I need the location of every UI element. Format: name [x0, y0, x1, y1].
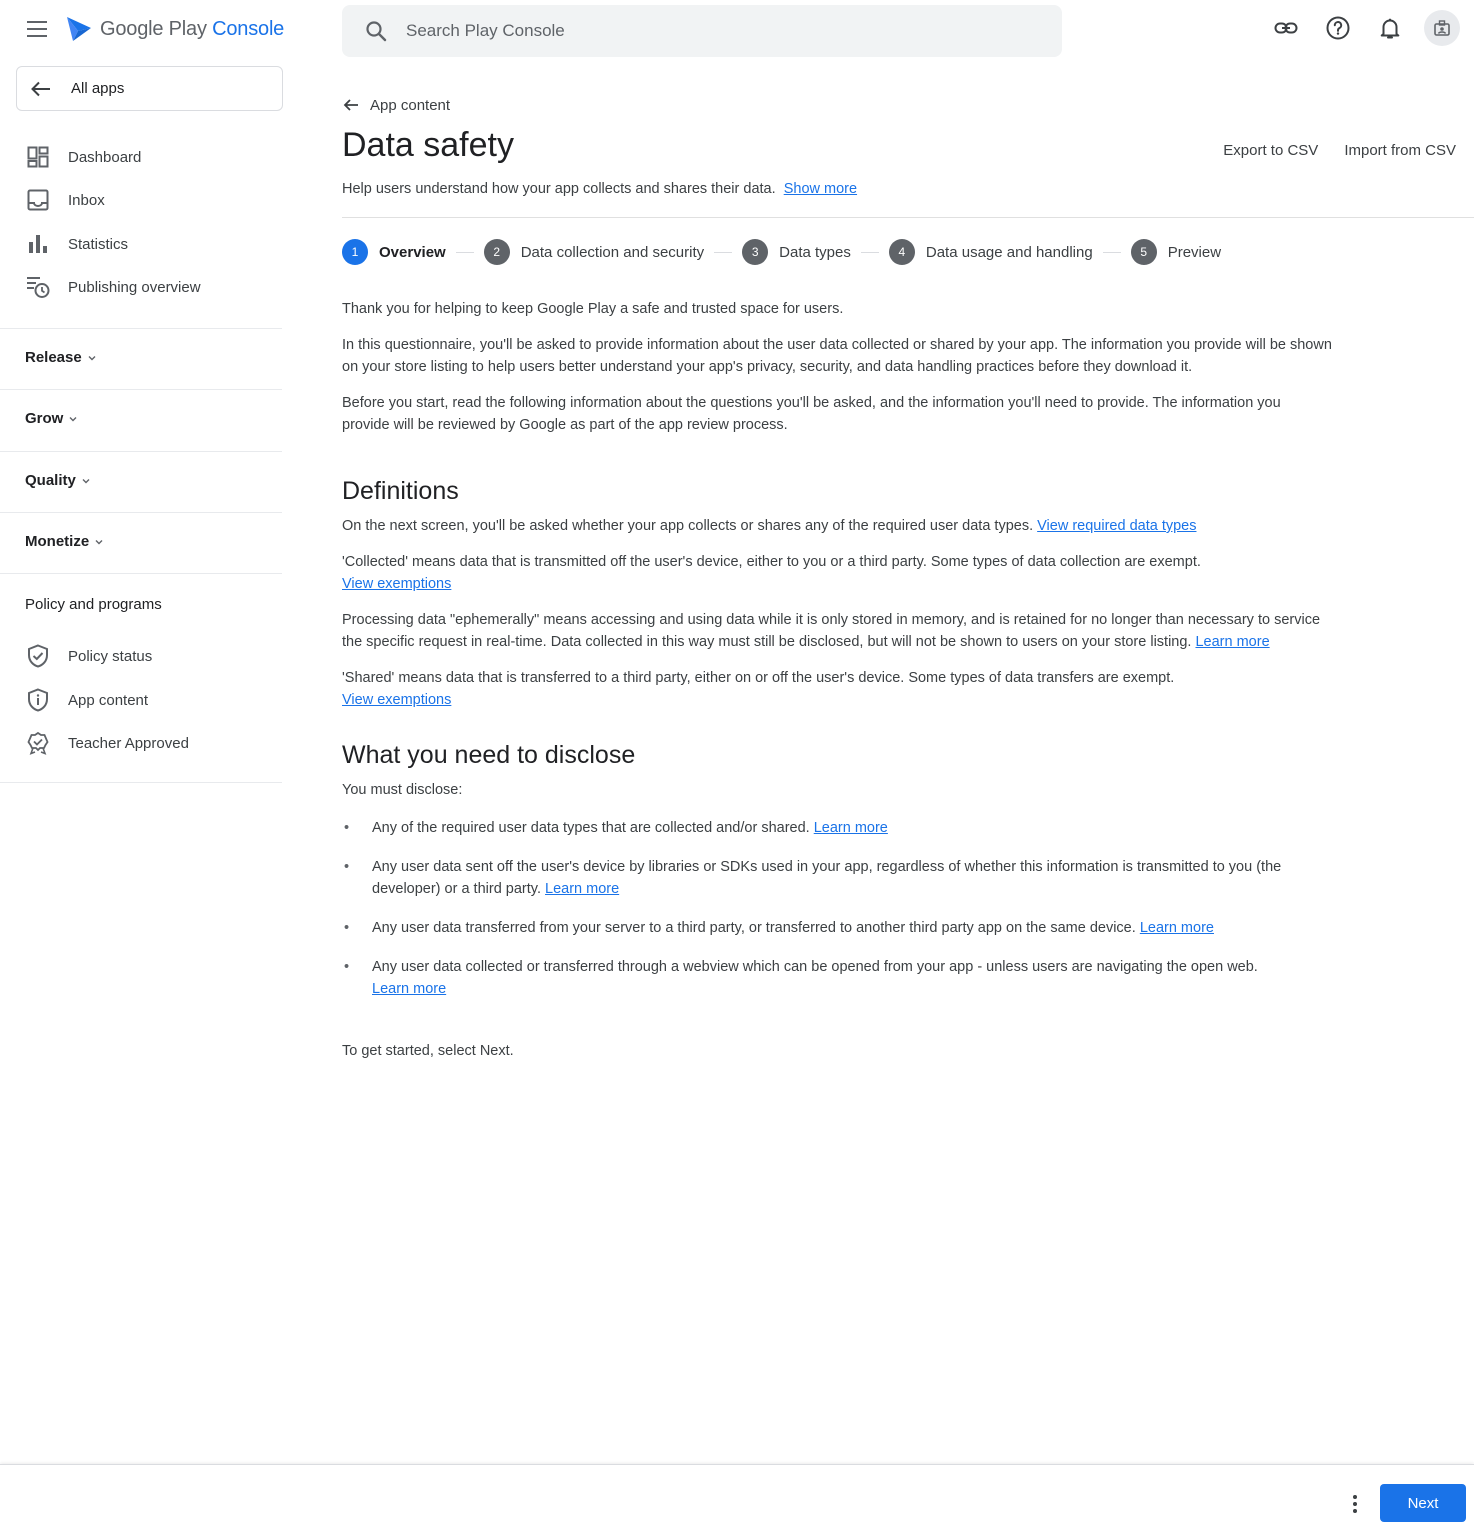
shield-check-icon — [26, 644, 50, 668]
sidebar-item-label: Policy status — [68, 647, 153, 665]
step-data-usage-and-handling[interactable] — [889, 239, 1093, 265]
learn-more-link[interactable]: Learn more — [1139, 920, 1214, 936]
definition-text: Processing data "ephemerally" means accessing and using data while it is only stored in memory, and is retained for no longer than necessary to service the specific request in real-time. Data collected in this way must still be disclosed, but will not be shown to users on your store listing. — [342, 612, 1321, 650]
view-exemptions-link[interactable]: View exemptions — [342, 692, 452, 708]
step-overview[interactable] — [342, 239, 446, 265]
developer-account-icon — [1432, 18, 1452, 38]
sidebar-item-app-content[interactable] — [0, 680, 282, 720]
search-bar[interactable] — [342, 5, 1062, 57]
chevron-down-icon — [68, 414, 78, 424]
sidebar-section-monetize[interactable] — [25, 533, 104, 550]
step-label: Data collection and security — [520, 243, 705, 261]
disclose-intro: You must disclose: — [342, 782, 463, 798]
view-exemptions-link[interactable]: View exemptions — [342, 576, 452, 592]
link-icon[interactable] — [1268, 10, 1304, 46]
list-item-text: Any of the required user data types that are collected and/or shared. — [372, 820, 810, 836]
list-item — [342, 956, 1332, 1000]
top-icons — [1268, 10, 1460, 46]
search-input[interactable] — [406, 21, 1006, 41]
publishing-overview-icon — [26, 275, 50, 299]
header-actions — [1223, 142, 1456, 159]
sidebar-divider — [0, 573, 282, 574]
disclose-list — [342, 817, 1332, 1000]
hamburger-menu-icon[interactable] — [22, 16, 52, 44]
sidebar-item-label: Statistics — [68, 235, 129, 253]
sidebar-divider — [0, 512, 282, 513]
sidebar-divider — [0, 451, 282, 452]
step-connector — [456, 252, 474, 253]
more-vert-icon[interactable] — [1340, 1489, 1370, 1519]
step-label: Overview — [379, 243, 446, 261]
shield-info-icon — [26, 688, 50, 712]
intro-paragraph: In this questionnaire, you'll be asked to provide information about the user data collected or shared by your app. The information you provide will be shown on your store listing to help users better understand your app's privacy, security, and data handling practices before they download it. — [342, 337, 1332, 375]
page-title: Data safety — [342, 126, 514, 164]
sidebar-item-inbox[interactable] — [0, 180, 282, 220]
list-item-text: Any user data sent off the user's device by libraries or SDKs used in your app, regardless of whether this information is transmitted to you (the developer) or a third party. — [372, 859, 1282, 897]
search-icon — [364, 19, 388, 43]
play-logo-icon — [64, 14, 94, 44]
all-apps-label: All apps — [71, 80, 125, 97]
intro-paragraph: Thank you for helping to keep Google Play a safe and trusted space for users. — [342, 301, 844, 317]
sidebar-section-policy-heading: Policy and programs — [25, 596, 162, 613]
chevron-down-icon — [81, 476, 91, 486]
bar-chart-icon — [26, 232, 50, 256]
dashboard-icon — [26, 145, 50, 169]
section-label: Release — [25, 349, 82, 366]
step-number: 3 — [742, 239, 768, 265]
top-bar — [0, 0, 1474, 60]
learn-more-link[interactable]: Learn more — [372, 981, 447, 997]
definition-text: On the next screen, you'll be asked whether your app collects or shares any of the required user data types. — [342, 518, 1034, 534]
get-started-text: To get started, select Next. — [342, 1043, 514, 1059]
view-required-data-types-link[interactable]: View required data types — [1037, 518, 1197, 534]
sidebar-item-dashboard[interactable] — [0, 137, 282, 177]
sidebar-divider — [0, 782, 282, 783]
learn-more-link[interactable]: Learn more — [545, 881, 620, 897]
step-number: 4 — [889, 239, 915, 265]
sidebar-item-policy-status[interactable] — [0, 636, 282, 676]
sidebar-item-label: Teacher Approved — [68, 734, 189, 752]
learn-more-link[interactable]: Learn more — [1195, 634, 1270, 650]
logo-text: Google Play Console — [100, 17, 285, 40]
step-connector — [714, 252, 732, 253]
badge-check-icon — [26, 731, 50, 755]
arrow-left-icon — [29, 77, 53, 101]
list-item — [342, 817, 1332, 839]
notifications-bell-icon[interactable] — [1372, 10, 1408, 46]
sidebar-section-release[interactable] — [25, 349, 97, 366]
list-item — [342, 856, 1332, 900]
list-item-text: Any user data collected or transferred through a webview which can be opened from your app - unless users are navigating the open web. — [372, 959, 1258, 975]
step-preview[interactable] — [1131, 239, 1221, 265]
definition-paragraph — [342, 667, 1332, 711]
sidebar-item-teacher-approved[interactable] — [0, 723, 282, 763]
sidebar-divider — [0, 328, 282, 329]
step-label: Data types — [779, 243, 851, 261]
back-link-label: App content — [370, 96, 451, 114]
intro-paragraph: Before you start, read the following information about the questions you'll be asked, and the information you'll need to provide. The information you provide will be reviewed by Google as part of the app review process. — [342, 395, 1281, 433]
definition-paragraph — [342, 551, 1332, 595]
step-connector — [1103, 252, 1121, 253]
sidebar-divider — [0, 389, 282, 390]
export-csv-button[interactable]: Export to CSV — [1223, 142, 1319, 159]
step-label: Data usage and handling — [925, 243, 1093, 261]
learn-more-link[interactable]: Learn more — [813, 820, 888, 836]
help-icon[interactable] — [1320, 10, 1356, 46]
sidebar-item-label: Dashboard — [68, 148, 142, 166]
sidebar-item-label: Publishing overview — [68, 278, 201, 296]
chevron-down-icon — [94, 537, 104, 547]
all-apps-button[interactable] — [16, 66, 283, 111]
definition-text: 'Collected' means data that is transmitted off the user's device, either to you or a third party. Some types of data collection are exempt. — [342, 554, 1201, 570]
page-subtitle — [342, 181, 857, 197]
section-label: Quality — [25, 472, 76, 489]
sidebar-item-label: App content — [68, 691, 149, 709]
overview-content — [342, 298, 1332, 1076]
definition-text: 'Shared' means data that is transferred to a third party, either on or off the user's device. Some types of data transfers are exempt. — [342, 670, 1175, 686]
sidebar-section-quality[interactable] — [25, 472, 91, 489]
stepper — [342, 239, 1221, 265]
definition-paragraph — [342, 609, 1332, 653]
sidebar-section-grow[interactable] — [25, 410, 78, 427]
section-label: Monetize — [25, 533, 90, 550]
sidebar-item-statistics[interactable] — [0, 224, 282, 264]
sidebar-item-publishing-overview[interactable] — [0, 267, 282, 307]
chevron-down-icon — [87, 353, 97, 363]
next-button[interactable]: Next — [1380, 1484, 1466, 1522]
subtitle-text: Help users understand how your app collects and shares their data. — [342, 181, 776, 197]
definition-paragraph — [342, 515, 1332, 537]
bottom-action-bar — [0, 1464, 1474, 1536]
list-item-text: Any user data transferred from your server to a third party, or transferred to another third party app on the same device. — [372, 920, 1136, 936]
google-play-console-logo[interactable] — [64, 14, 284, 44]
disclose-heading: What you need to disclose — [342, 741, 636, 769]
step-connector — [861, 252, 879, 253]
sidebar-item-label: Inbox — [68, 191, 105, 209]
step-data-collection-and-security[interactable] — [484, 239, 704, 265]
arrow-left-icon — [342, 96, 360, 114]
definitions-heading: Definitions — [342, 477, 459, 505]
header-divider — [342, 217, 1474, 218]
inbox-icon — [26, 188, 50, 212]
step-number: 5 — [1131, 239, 1157, 265]
account-avatar[interactable] — [1424, 10, 1460, 46]
step-label: Preview — [1167, 243, 1222, 261]
import-csv-button[interactable]: Import from CSV — [1344, 142, 1456, 159]
back-to-app-content-link[interactable] — [342, 96, 450, 114]
step-number: 2 — [484, 239, 510, 265]
list-item — [342, 917, 1332, 939]
step-data-types[interactable] — [742, 239, 851, 265]
step-number: 1 — [342, 239, 368, 265]
section-label: Grow — [25, 410, 64, 427]
show-more-link[interactable]: Show more — [783, 181, 858, 197]
